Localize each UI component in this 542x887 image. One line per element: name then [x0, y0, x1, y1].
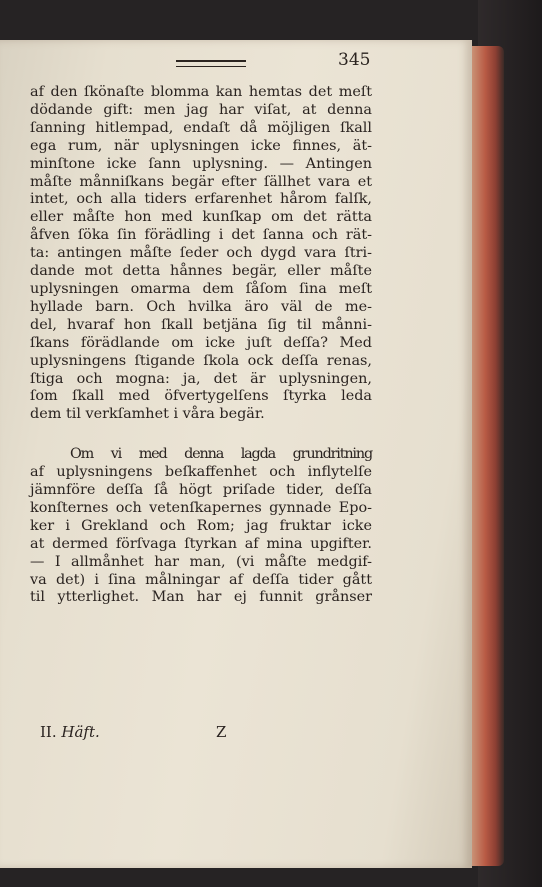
text-line: måſte månniſkans begär efter ſällhet vara et — [30, 173, 372, 190]
signature-mark: Z — [216, 723, 227, 741]
text-line: ſanning hitlempad, endaſt då möjligen ſkall — [30, 119, 372, 136]
text-line: Om vi med denna lagda grundritning — [70, 446, 372, 463]
text-line: uplysningens ſtigande ſkola ock deſſa renas, — [30, 352, 372, 369]
text-line: intet, och alla tiders erfarenhet hårom falſk, — [30, 191, 372, 208]
text-line: uplysningen omarma dem ſåſom ſina meſt — [30, 280, 372, 297]
text-line: ker i Grekland och Rom; jag fruktar icke — [30, 517, 372, 534]
text-line: ta: antingen måſte ſeder och dygd vara ſtri- — [30, 245, 372, 262]
text-line: va det) i ſina målningar af deſſa tider gått — [30, 571, 372, 588]
text-line: hyllade barn. Och hvilka äro väl de me- — [30, 298, 372, 315]
body-text — [30, 84, 372, 607]
text-line: ſtiga och mogna: ja, det är uplysningen, — [30, 370, 372, 387]
text-line: eller måſte hon med kunſkap om det rätta — [30, 209, 372, 226]
text-line: at dermed förſvaga ſtyrkan af mina upgifter. — [30, 535, 372, 552]
text-line: jämnföre deſſa ſå högt priſade tider, deſſa — [30, 482, 372, 499]
text-line: ſom ſkall med öfvertygelſens ſtyrka leda — [30, 388, 372, 405]
text-line: åfven ſöka ſin förädling i det ſanna och rät- — [30, 227, 372, 244]
text-line: dem til verkſamhet i våra begär. — [30, 406, 265, 423]
header-rule — [176, 60, 246, 67]
text-line: af den ſkönaſte blomma kan hemtas det meſt — [30, 84, 372, 100]
text-line: dande mot detta hånnes begär, eller måſte — [30, 263, 372, 280]
text-line: — I allmånhet har man, (vi måſte medgif- — [30, 553, 372, 570]
text-line: til ytterlighet. Man har ej funnit grånser — [30, 589, 372, 606]
text-line: ſkans förädlande om icke juſt deſſa? Med — [30, 334, 372, 351]
paragraph-1 — [30, 84, 372, 424]
page-header — [0, 52, 472, 76]
text-line: minſtone icke ſann uplysning. — Antingen — [30, 155, 372, 172]
issue-number: II. — [40, 723, 57, 741]
paragraph-2 — [30, 446, 372, 607]
page-number: 345 — [338, 50, 371, 70]
text-line: ega rum, när uplysningen icke finnes, ät- — [30, 137, 372, 154]
text-line: af uplysningens beſkaffenhet och inflytelſe — [30, 464, 372, 481]
issue-label: Häft. — [61, 723, 100, 741]
text-line: del, hvaraf hon ſkall betjäna ſig til månni- — [30, 316, 372, 333]
text-line: dödande gift: men jag har viſat, at denna — [30, 101, 372, 118]
page-footer — [40, 723, 340, 743]
text-line: konſternes och vetenſkapernes gynnade Epo- — [30, 499, 372, 516]
